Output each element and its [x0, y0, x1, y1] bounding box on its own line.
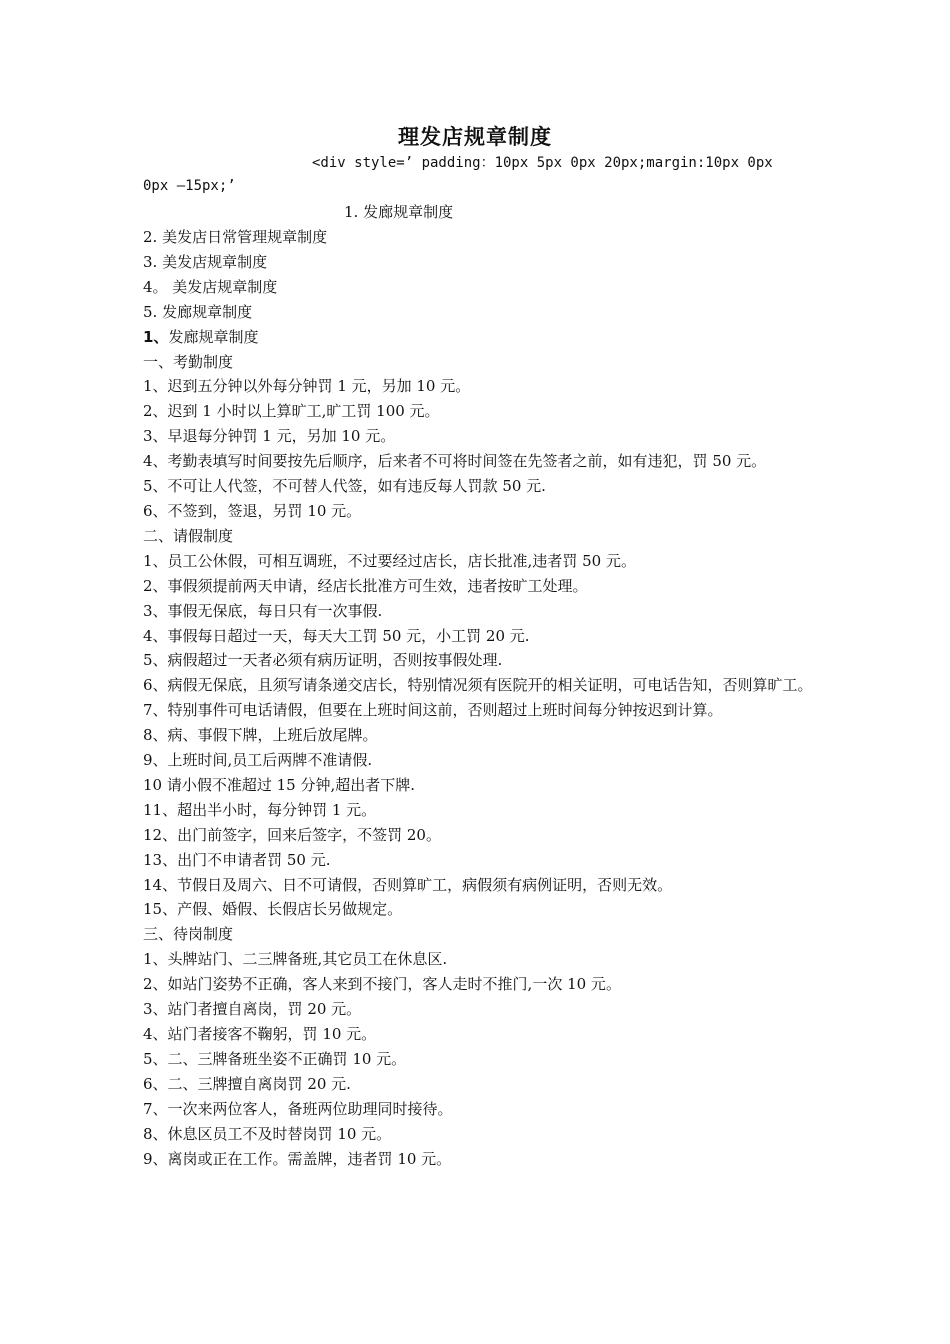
rule-line: 15、产假、婚假、长假店长另做规定。 [143, 900, 403, 919]
toc-item-3: 3. 美发店规章制度 [143, 252, 268, 271]
rule-line: 12、出门前签字，回来后签字，不签罚 20。 [143, 825, 441, 844]
rule-line: 二、请假制度 [143, 526, 234, 545]
rule-line: 1、迟到五分钟以外每分钟罚 1 元，另加 10 元。 [143, 377, 471, 396]
rule-line: 6、病假无保底，且须写请条递交店长，特别情况须有医院开的相关证明，可电话告知，否则算旷工。 [143, 676, 813, 695]
rule-line: 11、超出半小时，每分钟罚 1 元。 [143, 800, 377, 819]
code-fragment-line-1: <div style=’ padding：10px 5px 0px 20px;margin:10px 0px [312, 155, 773, 171]
rule-line: 2、如站门姿势不正确，客人来到不接门，客人走时不推门,一次 10 元。 [143, 975, 621, 994]
rule-line: 2、事假须提前两天申请，经店长批准方可生效，违者按旷工处理。 [143, 576, 588, 595]
rule-line: 8、休息区员工不及时替岗罚 10 元。 [143, 1124, 392, 1143]
document-body [143, 225, 815, 1171]
document-title: 理发店规章制度 [398, 125, 552, 149]
rule-line: 9、离岗或正在工作。需盖牌，违者罚 10 元。 [143, 1149, 452, 1168]
rule-line: 3、站门者擅自离岗，罚 20 元。 [143, 1000, 362, 1019]
rule-line: 5、病假超过一天者必须有病历证明，否则按事假处理. [143, 651, 503, 670]
rule-line: 9、上班时间,员工后两牌不准请假. [143, 751, 373, 770]
rule-line: 5、二、三牌备班坐姿不正确罚 10 元。 [143, 1049, 407, 1068]
rule-line: 6、不签到，签退，另罚 10 元。 [143, 501, 362, 520]
section-heading [143, 325, 815, 350]
toc-item-1: 1. 发廊规章制度 [344, 203, 454, 221]
rule-line: 6、二、三牌擅自离岗罚 20 元. [143, 1074, 351, 1093]
code-fragment-line-2: 0px —15px;’ [143, 178, 236, 194]
rule-line: 3、事假无保底，每日只有一次事假. [143, 601, 383, 620]
rule-line: 5、不可让人代签，不可替人代签，如有违反每人罚款 50 元. [143, 477, 546, 496]
toc-item-5: 5. 发廊规章制度 [143, 302, 253, 321]
rule-line: 4、事假每日超过一天，每天大工罚 50 元，小工罚 20 元. [143, 626, 530, 645]
rule-line: 1、头牌站门、二三牌备班,其它员工在休息区. [143, 950, 448, 969]
rule-line: 8、病、事假下牌，上班后放尾牌。 [143, 726, 378, 745]
rule-line: 2、迟到 1 小时以上算旷工,旷工罚 100 元。 [143, 402, 440, 421]
rule-line: 三、待岗制度 [143, 925, 234, 944]
rule-line: 1、员工公休假，可相互调班，不过要经过店长，店长批准,违者罚 50 元。 [143, 551, 636, 570]
rule-line: 3、早退每分钟罚 1 元，另加 10 元。 [143, 427, 396, 446]
rule-line: 4、站门者接客不鞠躬，罚 10 元。 [143, 1025, 377, 1043]
rule-line: 10 请小假不准超过 15 分钟,超出者下牌. [143, 775, 416, 794]
rule-line: 14、节假日及周六、日不可请假，否则算旷工，病假须有病例证明，否则无效。 [143, 875, 673, 894]
toc-item-2: 2. 美发店日常管理规章制度 [143, 228, 328, 246]
rule-line: 7、一次来两位客人，备班两位助理同时接待。 [143, 1099, 453, 1118]
rule-line: 4、考勤表填写时间要按先后顺序，后来者不可将时间签在先签者之前，如有违犯，罚 50 元。 [143, 452, 767, 471]
rule-line: 一、考勤制度 [143, 352, 234, 371]
section-heading-number: 1、 [143, 327, 169, 346]
rule-list [143, 350, 815, 1172]
rule-line: 13、出门不申请者罚 50 元. [143, 850, 331, 869]
toc-item-4: 4。 美发店规章制度 [143, 277, 278, 296]
rule-line: 7、特别事件可电话请假，但要在上班时间这前，否则超过上班时间每分钟按迟到计算。 [143, 701, 723, 720]
section-heading-text: 发廊规章制度 [168, 327, 259, 346]
